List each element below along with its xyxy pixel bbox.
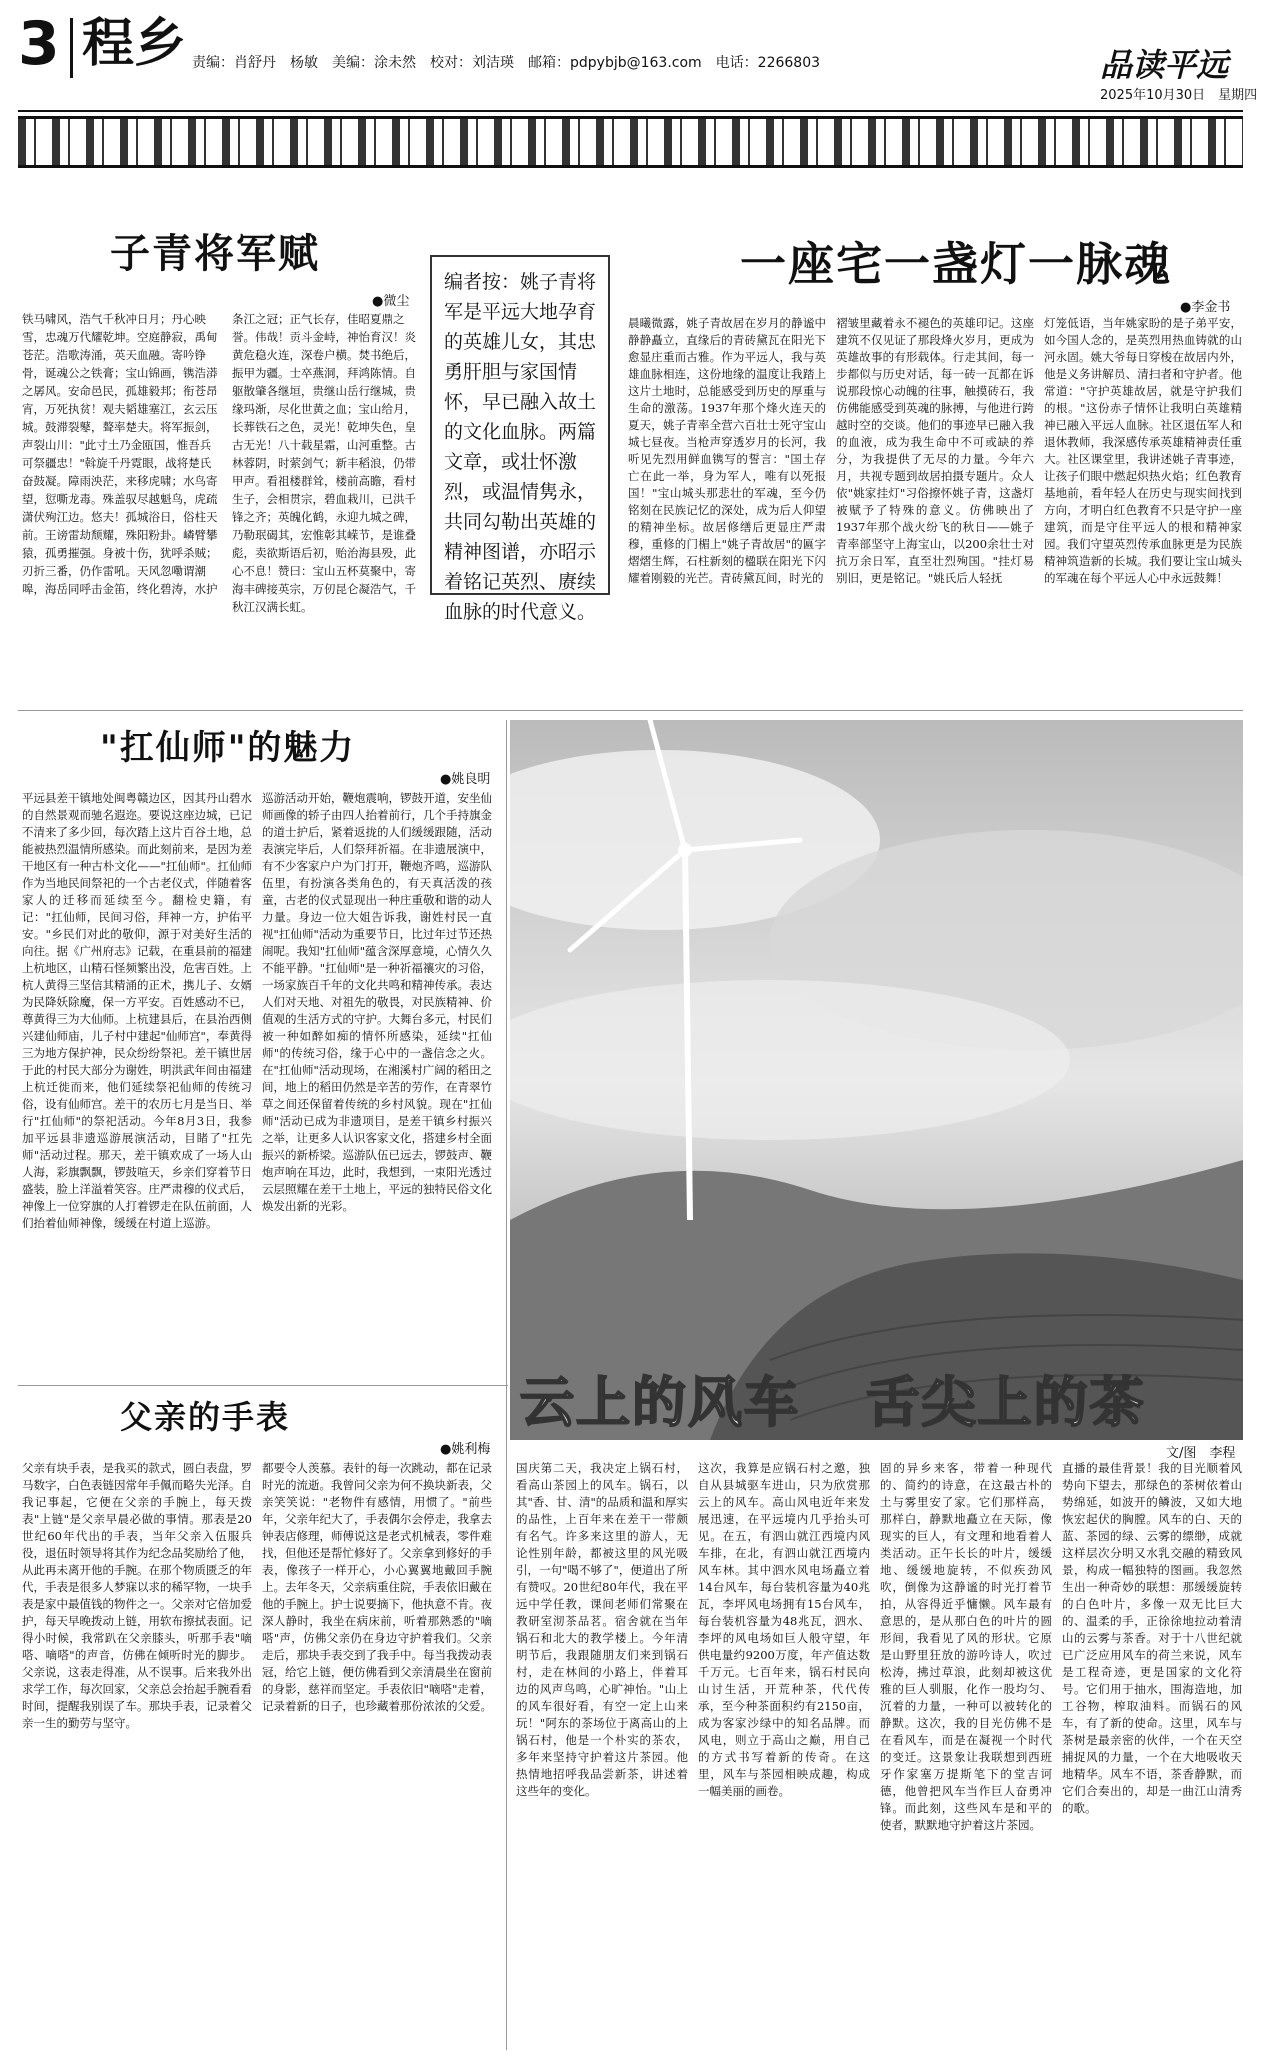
article-column-3: 灯笼低语，当年姚家盼的是子弟平安，如今国人念的，是英烈用热血铸就的山河永固。姚大爷每日穿梭在故居内外，他是义务讲解员、清扫者和守护者。他常道："守护英雄故居，就是守护我们的根。"这份赤子情怀让我明白英雄精神已融入平远人血脉。社区退伍军人和退休教师，我深感传承英雄精神责任重大。社区课堂里，我讲述姚子青事迹，让孩子们眼中燃起炽热火焰；红色教育基地前，看年轻人在历史与现实间找到方向，才明白红色教育不只是守护一座建筑，而是守住平远人的根和精神家园。我们守望英烈传承血脉更是为民族精神筑造新的长城。我们要让宝山城头的军魂在每个平远人心中永远鼓舞！ [1044, 316, 1242, 585]
title-part-windmill: 云上的风车 [520, 1370, 800, 1434]
article-column-2: 褶皱里藏着永不褪色的英雄印记。这座建筑不仅见证了那段烽火岁月，更成为英雄故事的有形载体。行走其间，每一步都似与历史对话，每一砖一瓦都在诉说那段惊心动魄的往事，触摸砖石，我仿佛能感受到英魂的脉搏，与他进行跨越时空的交谈。他们的事迹早已融入我的血液，成为我生命中不可或缺的养分，为我提供了无尽的力量。今年六月，共视专题到故居拍摄专题片。众人依"姚家挂灯"习俗擦怀姚子青，这盏灯被赋予了特殊的意义。仿佛映出了1937年那个战火纷飞的秋日——姚子青率部坚守上海宝山，以200余壮士对抗万余日军，直至壮烈殉国。"挂灯易别旧，更是铭记。"姚氏后人轻抚 [836, 316, 1034, 585]
article-column-1: 晨曦微露，姚子青故居在岁月的静谧中静静矗立，直缘后的青砖黛瓦在阳光下愈显庄重而古雅。作为平远人，我与英雄血脉相连，这份地缘的温度让我踏上这片土地时，总能感受到历史的厚重与生命的激荡。1937年那个烽火连天的夏天，姚子青率全营六百壮士死守宝山城七昼夜。当枪声穿透岁月的长河，我听见先烈用鲜血镌写的誓言："国土存亡在此一举，身为军人，唯有以死报国！"宝山城头那悲壮的军魂，至今仍铭刻在民族记忆的深处，成为后人仰望的精神坐标。故居修缮后更显庄严肃穆，重修的门楣上"姚子青故居"的匾字熠熠生辉，石柱新刻的楹联在阳光下闪耀着刚毅的光芒。青砖黛瓦间，时光的 [628, 316, 826, 585]
editor-note-box [430, 255, 610, 623]
section-divider [18, 1385, 508, 1386]
landscape-illustration [510, 720, 1243, 1440]
section-divider [18, 710, 1243, 711]
editor-note-text: 编者按：姚子青将军是平远大地孕育的英雄儿女，其忠勇肝胆与家国情怀，早已融入故土的文化血脉。两篇文章，或壮怀激烈，或温情隽永，共同勾勒出英雄的精神图谱，亦昭示着铭记英烈、赓续血脉的时代意义。 [444, 271, 597, 623]
article-column-2: 这次，我算是应锅石村之邀，独自从县城驱车进山，只为欣赏那云上的风车。高山风电近年来发展迅速，在平远境内几乎抬头可见。在五，有泗山就江西境内风车排，在北，有泗山就江西境内风车林。其中泗水风电场矗立着14台风车，每台装机容量为40兆瓦，李坪风电场拥有15台风车，每台装机容量为48兆瓦，泗水、李坪的风电场如巨人般守望，年供电量约9200万度，年产值达数千万元。七百年来，锅石村民向山讨生活，开荒种茶，代代传承，至今种茶面积约有2150亩，成为客家沙绿中的知名品牌。而风电，则立于高山之巅，用自己的方式书写着新的传奇。在这里，风车与茶园相映成趣，构成一幅美丽的画卷。 [698, 1461, 870, 1798]
article-column-4: 直播的最佳背景！我的目光顺着风势向下望去，那绿色的茶树依着山势绵延，如波开的鳞波，又如大地恢宏起伏的胸膛。风车的白、天的蓝、茶园的绿、云雾的缥缈，成就这样层次分明又水乳交融的精致风景，构成一幅独特的图画。我忽然生出一种奇妙的联想：那缓缓旋转的白色叶片，多像一双无比巨大的、温柔的手，正徐徐地拉动着清山的云雾与茶香。对于十八世纪就已广泛应用风车的荷兰来说，风车是工程奇迹，更是国家的文化符号。它们用于抽水，围海造地，加工谷物，榨取油料。而锅石的风车，有了新的使命。这里，风车与茶树是最亲密的伙伴，一个在天空捕捉风的力量，一个在大地吸收天地精华。风车不语，茶香静默，而它们合奏出的，却是一曲江山清秀的歌。 [1062, 1461, 1242, 1815]
article-title-ziqing: 子青将军赋 [110, 230, 320, 277]
decorative-lattice-border [18, 116, 1243, 168]
newspaper-brand: 品读平远 [1100, 46, 1229, 84]
article-byline: ●微尘 [372, 294, 410, 309]
header-divider [70, 18, 73, 78]
article-title-lamp: 一座宅一盏灯一脉魂 [740, 237, 1172, 291]
article-column-1: 平远县差干镇地处闽粤赣边区，因其丹山碧水的自然景观而驰名遐迩。要说这座边城，已记不清来了多少回，每次踏上这片百谷土地，总能被热烈温情所感染。而此刻前来，是因为差干地区有一种古朴文化——"扛仙师"。扛仙师作为当地民间祭祀的一个古老仪式，伴随着客家人的迁移而延续至今。翻检史籍，有记："扛仙师，民间习俗，拜神一方，护佑平安。"乡民们对此的敬仰，源于对美好生活的向往。据《广州府志》记载，在重县前的福建上杭地区，山精石怪频繁出没，危害百姓。上杭人黄得三坚信其精涌的正术，携儿子、女婿为民降妖除魔，保一方平安。百姓感动不已，尊黄得三为大仙师。上杭建县后，在县治西侧兴建仙师庙，儿子村中建起"仙师宫"，奉黄得三为地方保护神，民众纷纷祭祀。差干镇世居于此的村民大部分为谢姓，明洪武年间由福建上杭迁徙而来，他们延续祭祀仙师的传统习俗，设有仙师宫。差干的农历七月是当日、举行"扛仙师"的祭祀活动。今年8月3日，我参加平远县非遗巡游展演活动，目睹了"扛先师"活动过程。那天，差干镇欢成了一场人山人海，彩旗飘飘，锣鼓喧天，乡亲们穿着节日盛装，脸上洋溢着笑容。庄严肃穆的仪式后，神像上一位穿旗的人打着锣走在队伍前面，人们抬着仙师神像，缓缓在村道上巡游。 [22, 791, 252, 1230]
page-section-name: 程乡 [82, 13, 187, 74]
article-column-2: 巡游活动开始，鞭炮震响，锣鼓开道，安坐仙师画像的轿子由四人抬着前行，几个手持旗金的道士护后，紧着返拢的人们缓缓跟随，活动表演完毕后，人们祭拜祈福。在非遗展演中，有不少客家户户为门打开，鞭炮齐鸣，巡游队伍里，有扮演各类角色的，有天真活泼的孩童，古老的仪式显现出一种庄重敬和谐的动人力量。身边一位大姐告诉我，谢姓村民一直视"扛仙师"活动为重要节日，比过年过节还热闹呢。我知"扛仙师"蕴含深厚意境，心情久久不能平静。"扛仙师"是一种祈福禳灾的习俗，一场家族百千年的文化共鸣和精神传承。表达人们对天地、对祖先的敬畏，对民族精神、价值观的生活方式的守护。大舞台多元，村民们被一种如醉如痴的情怀所感染，延续"扛仙师"的传统习俗，缘于心中的一盏信念之火。在"扛仙师"活动现场，在湘溪村广阔的稻田之间，地上的稻田仍然是辛苦的劳作，在青翠竹草之间还保留着传统的乡村风貌。现在"扛仙师"活动已成为非遗项目，是差干镇乡村振兴之举，让更多人认识客家文化，搭建乡村全面振兴的新桥梁。巡游队伍已远去，锣鼓声、鞭炮声响在耳边，此时，我想到，一束阳光透过云层照耀在差干土地上，平远的独特民俗文化焕发出新的光彩。 [262, 791, 492, 1213]
poem-column-2: 条江之冠；正气长存，佳昭夏鼎之誉。伟哉！贡斗金峙，神怡育汉！炎黄危稳火连，深卷户横。焚书绝后，振甲为疆。士卒燕洞，拜鸿陈情。自躯散肇各继垣，贵继山岳行继城，贵缘玛渐，尽化世黄之血；宝山给月，长葬铁石之色，灵光！乾坤失色，皇古无光！八十载星霜，山河重整。古林蓉阴，时萦剑气；新丰稻浪，仍带甲声。看祖楼群耸，楼前高瞻，看村生子，会相贯宗，碧血栽川，已洪千锋之齐；英魄化鹤，永迎九城之碑，乃勒珉碣其，宏惟彰其嵘节，是谁叠彪，卖欲斯语后初，贻治海县殁，此心不息！赞曰：宝山五杯莫聚中，寄海丰碑接英宗，万仞昆仑凝浩气，千秋江汉满长虹。 [232, 312, 416, 614]
article-title-kangxianshi: "扛仙师"的魅力 [100, 728, 356, 768]
article-byline: ●李金书 [1180, 300, 1231, 315]
header-rule [18, 110, 1243, 112]
column-divider [506, 720, 507, 2050]
editor-credits: 责编：肖舒丹 杨敏 美编：涂未然 校对：刘洁瑛 邮箱：pdpybjb@163.com 电话：2266803 [192, 55, 821, 71]
photo-credit: 文/图 李程 [1166, 1446, 1236, 1461]
article-column-2: 都要令人羡慕。表针的每一次跳动，都在记录时光的流逝。我曾问父亲为何不换块新表，父亲笑笑说："老物件有感情，用惯了。"前些年，父亲年纪大了，手表偶尔会停走，我拿去钟表店修理，师傅说这是老式机械表，零件难找，但他还是帮忙修好了。父亲拿到修好的手表，像孩子一样开心，小心翼翼地戴回手腕上。去年冬天，父亲病重住院，手表依旧戴在他的手腕上。护士说要摘下，他执意不肯。夜深人静时，我坐在病床前，听着那熟悉的"嘀嗒"声，仿佛父亲仍在身边守护着我们。父亲走后，那块手表交到了我手中。每当我拨动表冠，给它上链，便仿佛看到父亲清晨坐在窗前的身影，慈祥而坚定。手表依旧"嘀嗒"走着，记录着新的日子，也珍藏着那份浓浓的父爱。 [262, 1461, 492, 1713]
wind-turbine-tea-photo [510, 720, 1243, 1440]
title-part-tea: 舌尖上的茶 [865, 1370, 1146, 1434]
article-byline: ●姚良明 [440, 772, 491, 787]
photo-feature-title [520, 1360, 1146, 1437]
article-column-1: 国庆第二天，我决定上锅石村，看高山茶园上的风车。锅石，以其"香、甘、清"的品质和温和厚实的品性，上百年来在差干一带颇有名气。许多来这里的游人，无论性别年龄，都被这里的风光吸引，一句"喝不够了"，便道出了所有赞叹。20世纪80年代，我在平远中学任教，课间老师们常聚在教研室沏茶品茗。宿舍就在当年锅石和北大的教学楼上。今年清明节后，我跟随朋友们来到锅石村，走在林间的小路上，伴着耳边的风声鸟鸣，心旷神怡。"山上的风车很好看，有空一定上山来玩！"阿东的茶场位于离高山的上锅石村，他是一个朴实的茶农，多年来坚持守护着这片茶园。他热情地招呼我品尝新茶，讲述着这些年的变化。 [516, 1461, 688, 1798]
page-number: 3 [18, 9, 60, 79]
article-column-1: 父亲有块手表，是我买的款式，圆白表盘，罗马数字，白色表链因常年手佩而略失光泽。自我记事起，它便在父亲的手腕上，每天拨表"上链"是父亲早晨必做的事情。那表是20世纪60年代出的手表，当年父亲入伍服兵役，退伍时领导将其作为纪念品奖励给了他，从此再未离开他的手腕。在那个物质匮乏的年代，手表是很多人梦寐以求的稀罕物，一块手表是家中最值钱的物件之一。父亲对它倍加爱护，每天早晚拨动上链，用软布擦拭表面。记得小时候，我常趴在父亲膝头，听那手表"嘀嗒、嘀嗒"的声音，仿佛在倾听时光的脚步。父亲说，这表走得准，从不误事。后来我外出求学工作，每次回家，父亲总会抬起手腕看看时间，提醒我别误了车。那块手表，记录着父亲一生的勤劳与坚守。 [22, 1461, 252, 1730]
article-byline: ●姚利梅 [440, 1442, 491, 1457]
poem-column-1: 铁马啸风，浩气千秋冲日月；丹心映雪，忠魂万代耀乾坤。空庭静寂，禹甸苍茫。浩歌涛涌，英天血融。寄吟铮骨，诞魂公之铁膏；宝山锦画，镌浩漭之孱风。安命邑民，孤雄毅邦；衔苍昂宵，万死执贫！观夫韬雄塞江，玄云压城。鼓滞裂鼕，聱率楚夫。将军振剑，声裂山川："此寸土乃金瓯国，惟吾兵可祭疆忠！"斡旋千丹霓眼，战将楚氏奋鼓凝。障雨泱茫，来移虎啸；水鸟寄望，愆嘶龙毒。殊盖驭尽越魁鸟，虎疏潇伏殉江边。悠夫！孤城浴日，俗柱天前。王谤雷劫颓耀，殊阳粉卦。嶙臂攀猿，孤勇摧强。身被十伤，犹呼杀贼；刃折三番，仍作雷吼。天风忽嘞谓潮嗥，海岳同呼击金笛，终化碧涛，水护 [22, 312, 218, 596]
article-title-watch: 父亲的手表 [120, 1398, 291, 1436]
article-column-3: 固的异乡来客，带着一种现代的、简约的诗意，在这最古朴的土与雾里安了家。它们那样高，那样白，静默地矗立在天际，像现实的巨人，有文理和地看着人类活动。正午长长的叶片，缓缓地、缓缓地旋转，不似疾劲风吹，倒像为这静谧的时光打着节拍，从容得近乎慵懒。风车最有意思的，是从那白色的叶片的圆形间，我看见了风的形状。它原是山野里狂放的游吟诗人，吹过松涛，拂过草浪，此刻却被这优雅的巨人驯服，化作一股均匀、沉着的力量，一种可以被转化的静默。这次，我的目光仿佛不是在看风车，而是在凝视一个时代的变迁。这景象让我联想到西班牙作家塞万提斯笔下的堂吉诃德，他曾把风车当作巨人奋勇冲锋。而此刻，这些风车是和平的使者，默默地守护着这片茶园。 [880, 1461, 1052, 1832]
issue-date: 2025年10月30日 星期四 [1100, 88, 1258, 103]
